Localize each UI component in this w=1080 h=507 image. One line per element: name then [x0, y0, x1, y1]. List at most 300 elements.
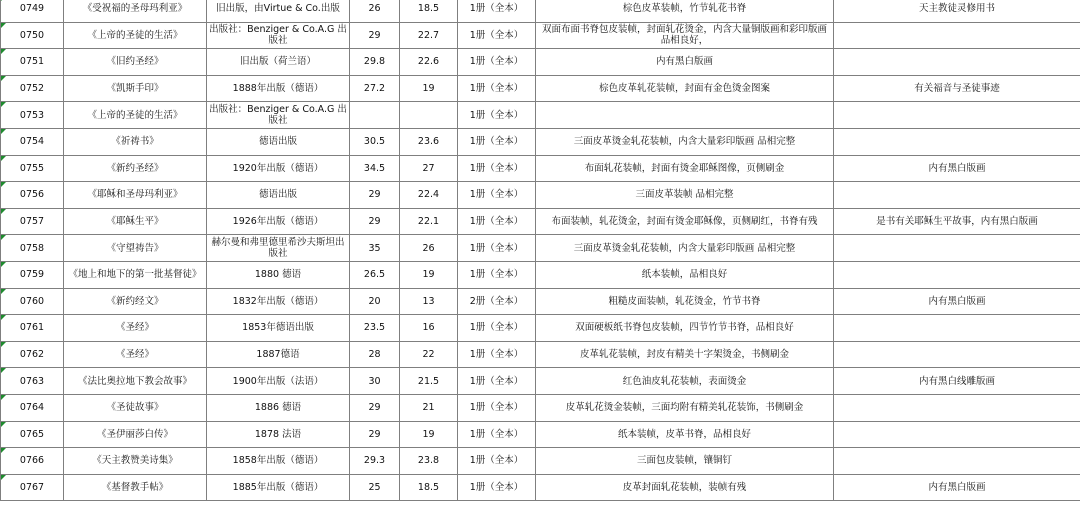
- width-cell-text: 22.7: [417, 29, 440, 41]
- volumes-cell[interactable]: [458, 368, 536, 395]
- volumes-cell[interactable]: [458, 182, 536, 209]
- publisher-cell[interactable]: [207, 421, 350, 448]
- height-cell-text: 27.2: [363, 83, 386, 95]
- volumes-cell[interactable]: [458, 394, 536, 421]
- publisher-cell-text: 旧出版（荷兰语）: [239, 56, 316, 68]
- cell-comment-marker-icon: [1, 448, 6, 453]
- volumes-cell-text: 1册（全本）: [469, 162, 524, 174]
- volumes-cell[interactable]: [458, 474, 536, 501]
- publisher-cell[interactable]: [207, 261, 350, 288]
- item-number-cell-text: 0756: [19, 189, 45, 201]
- volumes-cell-text: 1册（全本）: [469, 375, 524, 387]
- title-cell[interactable]: [64, 448, 207, 475]
- height-cell-text: 26: [368, 3, 381, 15]
- volumes-cell-text: 1册（全本）: [469, 189, 524, 201]
- publisher-cell-text: 1888年出版（德语）: [232, 83, 324, 95]
- notes-cell-text: 有关福音与圣徒事迹: [914, 83, 1000, 95]
- table-row: [1, 315, 1080, 342]
- item-number-cell-text: 0749: [19, 3, 45, 15]
- title-cell-text: 《凯斯手印》: [106, 83, 164, 95]
- cell-comment-marker-icon: [1, 182, 6, 187]
- title-cell[interactable]: [64, 261, 207, 288]
- item-number-cell-text: 0761: [19, 322, 45, 334]
- width-cell[interactable]: [400, 49, 458, 76]
- publisher-cell[interactable]: [207, 368, 350, 395]
- publisher-cell-text: 1900年出版（法语）: [232, 375, 324, 387]
- width-cell[interactable]: [400, 261, 458, 288]
- width-cell[interactable]: [400, 155, 458, 182]
- publisher-cell-text: 德语出版: [258, 136, 297, 148]
- volumes-cell-text: 1册（全本）: [469, 83, 524, 95]
- title-cell[interactable]: [64, 75, 207, 102]
- height-cell-text: 20: [368, 295, 381, 307]
- height-cell-text: 30.5: [363, 136, 386, 148]
- item-number-cell-text: 0762: [19, 349, 45, 361]
- title-cell[interactable]: [64, 182, 207, 209]
- binding-cell-text: 棕色皮革装帧，竹节轧花书脊: [622, 3, 747, 15]
- item-number-cell[interactable]: [1, 368, 64, 395]
- cell-comment-marker-icon: [1, 235, 6, 240]
- width-cell[interactable]: [400, 288, 458, 315]
- table-row: [1, 128, 1080, 155]
- publisher-cell-text: 1880 德语: [254, 269, 302, 281]
- title-cell-text: 《基督教手帖》: [101, 481, 169, 493]
- width-cell[interactable]: [400, 128, 458, 155]
- volumes-cell[interactable]: [458, 448, 536, 475]
- volumes-cell[interactable]: [458, 288, 536, 315]
- notes-cell-text: 内有黑白线雕版画: [918, 375, 995, 387]
- binding-cell-text: 棕色皮革轧花装帧，封面有金色烫金图案: [598, 83, 770, 95]
- volumes-cell-text: 2册（全本）: [469, 295, 524, 307]
- cell-comment-marker-icon: [1, 49, 6, 54]
- notes-cell[interactable]: [834, 208, 1080, 235]
- binding-cell[interactable]: [536, 0, 834, 22]
- width-cell-text: 26: [422, 242, 435, 254]
- height-cell-text: 26.5: [363, 269, 386, 281]
- width-cell-text: 19: [422, 269, 435, 281]
- title-cell-text: 《圣伊丽莎白传》: [96, 428, 173, 440]
- volumes-cell-text: 1册（全本）: [469, 269, 524, 281]
- item-number-cell-text: 0760: [19, 295, 45, 307]
- title-cell[interactable]: [64, 49, 207, 76]
- height-cell[interactable]: [350, 208, 400, 235]
- cell-comment-marker-icon: [1, 102, 6, 107]
- height-cell[interactable]: [350, 75, 400, 102]
- item-number-cell-text: 0752: [19, 83, 45, 95]
- item-number-cell[interactable]: [1, 315, 64, 342]
- publisher-cell-text: 出版社：Benziger & Co.A.G 出版社: [209, 104, 347, 127]
- title-cell[interactable]: [64, 394, 207, 421]
- volumes-cell[interactable]: [458, 22, 536, 49]
- item-number-cell[interactable]: [1, 261, 64, 288]
- cell-comment-marker-icon: [1, 156, 6, 161]
- publisher-cell[interactable]: [207, 288, 350, 315]
- binding-cell[interactable]: [536, 474, 834, 501]
- height-cell[interactable]: [350, 182, 400, 209]
- binding-cell[interactable]: [536, 288, 834, 315]
- title-cell-text: 《地上和地下的第一批基督徒》: [68, 269, 202, 281]
- title-cell-text: 《祈祷书》: [111, 136, 159, 148]
- width-cell[interactable]: [400, 368, 458, 395]
- volumes-cell-text: 1册（全本）: [469, 216, 524, 228]
- item-number-cell-text: 0757: [19, 216, 45, 228]
- volumes-cell[interactable]: [458, 341, 536, 368]
- width-cell-text: 23.8: [417, 455, 440, 467]
- cell-comment-marker-icon: [1, 76, 6, 81]
- item-number-cell-text: 0759: [19, 269, 45, 281]
- height-cell-text: 35: [368, 242, 381, 254]
- title-cell-text: 《守望祷告》: [106, 242, 164, 254]
- cell-comment-marker-icon: [1, 475, 6, 480]
- binding-cell[interactable]: [536, 394, 834, 421]
- item-number-cell-text: 0754: [19, 136, 45, 148]
- notes-cell[interactable]: [834, 235, 1080, 262]
- title-cell[interactable]: [64, 22, 207, 49]
- item-number-cell[interactable]: [1, 341, 64, 368]
- table-row: [1, 288, 1080, 315]
- volumes-cell-text: 1册（全本）: [469, 109, 524, 121]
- title-cell-text: 《新约经文》: [106, 295, 164, 307]
- publisher-cell[interactable]: [207, 49, 350, 76]
- height-cell-text: 29.8: [363, 56, 386, 68]
- notes-cell[interactable]: [834, 49, 1080, 76]
- width-cell[interactable]: [400, 421, 458, 448]
- publisher-cell[interactable]: [207, 75, 350, 102]
- cell-comment-marker-icon: [1, 342, 6, 347]
- width-cell[interactable]: [400, 182, 458, 209]
- item-number-cell[interactable]: [1, 128, 64, 155]
- notes-cell[interactable]: [834, 261, 1080, 288]
- item-number-cell-text: 0763: [19, 375, 45, 387]
- notes-cell[interactable]: [834, 394, 1080, 421]
- volumes-cell[interactable]: [458, 261, 536, 288]
- volumes-cell-text: 1册（全本）: [469, 428, 524, 440]
- table-row: [1, 421, 1080, 448]
- title-cell-text: 《耶稣生平》: [106, 216, 164, 228]
- volumes-cell[interactable]: [458, 421, 536, 448]
- publisher-cell[interactable]: [207, 102, 350, 129]
- binding-cell-text: 纸本装帧，皮革书脊，品相良好: [617, 428, 751, 440]
- height-cell[interactable]: [350, 474, 400, 501]
- binding-cell-text: 三面包皮装帧，镶铜钉: [636, 455, 732, 467]
- volumes-cell[interactable]: [458, 128, 536, 155]
- volumes-cell-text: 1册（全本）: [469, 481, 524, 493]
- item-number-cell-text: 0751: [19, 56, 45, 68]
- table-row: [1, 341, 1080, 368]
- width-cell[interactable]: [400, 102, 458, 129]
- publisher-cell[interactable]: [207, 182, 350, 209]
- binding-cell[interactable]: [536, 22, 834, 49]
- binding-cell[interactable]: [536, 208, 834, 235]
- item-number-cell[interactable]: [1, 49, 64, 76]
- item-number-cell[interactable]: [1, 208, 64, 235]
- binding-cell[interactable]: [536, 155, 834, 182]
- item-number-cell[interactable]: [1, 474, 64, 501]
- item-number-cell[interactable]: [1, 394, 64, 421]
- width-cell-text: 22.6: [417, 56, 440, 68]
- height-cell-text: 34.5: [363, 162, 386, 174]
- width-cell-text: 27: [422, 162, 435, 174]
- binding-cell[interactable]: [536, 75, 834, 102]
- height-cell[interactable]: [350, 421, 400, 448]
- item-number-cell-text: 0765: [19, 428, 45, 440]
- binding-cell[interactable]: [536, 315, 834, 342]
- width-cell[interactable]: [400, 75, 458, 102]
- height-cell[interactable]: [350, 315, 400, 342]
- title-cell[interactable]: [64, 155, 207, 182]
- height-cell[interactable]: [350, 448, 400, 475]
- height-cell-text: 28: [368, 349, 381, 361]
- title-cell[interactable]: [64, 368, 207, 395]
- binding-cell[interactable]: [536, 448, 834, 475]
- width-cell[interactable]: [400, 22, 458, 49]
- volumes-cell-text: 1册（全本）: [469, 455, 524, 467]
- volumes-cell-text: 1册（全本）: [469, 3, 524, 15]
- notes-cell-text: 是书有关耶稣生平故事，内有黑白版画: [876, 216, 1038, 228]
- title-cell-text: 《圣经》: [115, 322, 154, 334]
- notes-cell-text: 内有黑白版画: [928, 295, 986, 307]
- height-cell-text: 29: [368, 216, 381, 228]
- volumes-cell[interactable]: [458, 102, 536, 129]
- height-cell-text: 23.5: [363, 322, 386, 334]
- publisher-cell[interactable]: [207, 394, 350, 421]
- binding-cell[interactable]: [536, 261, 834, 288]
- binding-cell[interactable]: [536, 49, 834, 76]
- title-cell-text: 《法比奥拉地下教会故事》: [77, 375, 192, 387]
- publisher-cell[interactable]: [207, 128, 350, 155]
- width-cell[interactable]: [400, 235, 458, 262]
- publisher-cell-text: 德语出版: [258, 189, 297, 201]
- item-number-cell-text: 0750: [19, 29, 45, 41]
- width-cell[interactable]: [400, 315, 458, 342]
- table-row: [1, 49, 1080, 76]
- cell-comment-marker-icon: [1, 262, 6, 267]
- volumes-cell-text: 1册（全本）: [469, 136, 524, 148]
- table-row: [1, 102, 1080, 129]
- publisher-cell-text: 1878 法语: [254, 428, 302, 440]
- title-cell[interactable]: [64, 235, 207, 262]
- binding-cell[interactable]: [536, 368, 834, 395]
- table-row: [1, 394, 1080, 421]
- width-cell-text: 19: [422, 83, 435, 95]
- binding-cell-text: 双面硬板纸书脊包皮装帧，四节竹节书脊，品相良好: [575, 322, 794, 334]
- volumes-cell-text: 1册（全本）: [469, 322, 524, 334]
- item-number-cell[interactable]: [1, 155, 64, 182]
- width-cell[interactable]: [400, 394, 458, 421]
- binding-cell[interactable]: [536, 341, 834, 368]
- volumes-cell[interactable]: [458, 315, 536, 342]
- height-cell[interactable]: [350, 102, 400, 129]
- width-cell-text: 22.1: [417, 216, 440, 228]
- item-number-cell-text: 0755: [19, 162, 45, 174]
- publisher-cell[interactable]: [207, 0, 350, 22]
- binding-cell-text: 双面布面书脊包皮装帧，封面轧花烫金，内含大量铜版画和彩印版画 品相良好，: [541, 24, 827, 47]
- notes-cell[interactable]: [834, 155, 1080, 182]
- cell-comment-marker-icon: [1, 129, 6, 134]
- binding-cell-text: 三面皮革装帧 品相完整: [635, 189, 734, 201]
- notes-cell[interactable]: [834, 288, 1080, 315]
- notes-cell[interactable]: [834, 75, 1080, 102]
- height-cell[interactable]: [350, 261, 400, 288]
- notes-cell[interactable]: [834, 421, 1080, 448]
- item-number-cell[interactable]: [1, 102, 64, 129]
- cell-comment-marker-icon: [1, 23, 6, 28]
- cell-comment-marker-icon: [1, 395, 6, 400]
- publisher-cell[interactable]: [207, 474, 350, 501]
- item-number-cell[interactable]: [1, 0, 64, 22]
- height-cell-text: 29: [368, 189, 381, 201]
- volumes-cell-text: 1册（全本）: [469, 349, 524, 361]
- table-row: [1, 155, 1080, 182]
- height-cell[interactable]: [350, 394, 400, 421]
- catalog-rows: [1, 0, 1080, 501]
- binding-cell[interactable]: [536, 421, 834, 448]
- item-number-cell[interactable]: [1, 75, 64, 102]
- item-number-cell[interactable]: [1, 22, 64, 49]
- title-cell-text: 《天主教赞美诗集》: [92, 455, 178, 467]
- binding-cell[interactable]: [536, 235, 834, 262]
- height-cell[interactable]: [350, 288, 400, 315]
- cell-comment-marker-icon: [1, 289, 6, 294]
- table-row: [1, 22, 1080, 49]
- notes-cell-text: 内有黑白版画: [928, 481, 986, 493]
- height-cell[interactable]: [350, 235, 400, 262]
- title-cell-text: 《新约圣经》: [106, 162, 164, 174]
- publisher-cell-text: 1885年出版（德语）: [232, 481, 324, 493]
- publisher-cell[interactable]: [207, 155, 350, 182]
- width-cell-text: 19: [422, 428, 435, 440]
- height-cell[interactable]: [350, 22, 400, 49]
- publisher-cell-text: 1886 德语: [254, 402, 302, 414]
- notes-cell[interactable]: [834, 368, 1080, 395]
- height-cell-text: 29: [368, 402, 381, 414]
- volumes-cell[interactable]: [458, 155, 536, 182]
- table-row: [1, 235, 1080, 262]
- item-number-cell-text: 0758: [19, 242, 45, 254]
- binding-cell[interactable]: [536, 102, 834, 129]
- item-number-cell[interactable]: [1, 421, 64, 448]
- title-cell-text: 《耶稣和圣母玛利亚》: [87, 189, 183, 201]
- width-cell-text: 23.6: [417, 136, 440, 148]
- notes-cell[interactable]: [834, 182, 1080, 209]
- publisher-cell[interactable]: [207, 315, 350, 342]
- width-cell[interactable]: [400, 208, 458, 235]
- title-cell[interactable]: [64, 128, 207, 155]
- item-number-cell[interactable]: [1, 448, 64, 475]
- width-cell[interactable]: [400, 474, 458, 501]
- width-cell[interactable]: [400, 448, 458, 475]
- height-cell-text: 29: [368, 428, 381, 440]
- width-cell-text: 13: [422, 295, 435, 307]
- publisher-cell-text: 1858年出版（德语）: [232, 455, 324, 467]
- item-number-cell[interactable]: [1, 182, 64, 209]
- title-cell[interactable]: [64, 0, 207, 22]
- height-cell[interactable]: [350, 128, 400, 155]
- title-cell[interactable]: [64, 288, 207, 315]
- title-cell-text: 《上帝的圣徒的生活》: [87, 29, 183, 41]
- publisher-cell[interactable]: [207, 448, 350, 475]
- publisher-cell[interactable]: [207, 235, 350, 262]
- volumes-cell[interactable]: [458, 0, 536, 22]
- publisher-cell-text: 1887德语: [256, 349, 300, 361]
- title-cell-text: 《上帝的圣徒的生活》: [87, 109, 183, 121]
- notes-cell[interactable]: [834, 315, 1080, 342]
- notes-cell[interactable]: [834, 0, 1080, 22]
- title-cell[interactable]: [64, 421, 207, 448]
- binding-cell-text: 皮革轧花装帧，封皮有精美十字架烫金，书侧刷金: [579, 349, 789, 361]
- binding-cell-text: 三面皮革烫金轧花装帧，内含大量彩印版画 品相完整: [573, 136, 796, 148]
- title-cell[interactable]: [64, 208, 207, 235]
- table-row: [1, 448, 1080, 475]
- publisher-cell-text: 1926年出版（德语）: [232, 216, 324, 228]
- notes-cell[interactable]: [834, 102, 1080, 129]
- item-number-cell-text: 0767: [19, 481, 45, 493]
- binding-cell-text: 皮革封面轧花装帧，装帧有残: [622, 481, 747, 493]
- volumes-cell[interactable]: [458, 235, 536, 262]
- publisher-cell[interactable]: [207, 341, 350, 368]
- publisher-cell[interactable]: [207, 22, 350, 49]
- title-cell[interactable]: [64, 474, 207, 501]
- title-cell[interactable]: [64, 341, 207, 368]
- table-row: [1, 0, 1080, 22]
- title-cell[interactable]: [64, 102, 207, 129]
- binding-cell[interactable]: [536, 182, 834, 209]
- height-cell[interactable]: [350, 341, 400, 368]
- publisher-cell-text: 1832年出版（德语）: [232, 295, 324, 307]
- cell-comment-marker-icon: [1, 315, 6, 320]
- notes-cell[interactable]: [834, 22, 1080, 49]
- binding-cell[interactable]: [536, 128, 834, 155]
- volumes-cell[interactable]: [458, 208, 536, 235]
- table-row: [1, 182, 1080, 209]
- notes-cell[interactable]: [834, 448, 1080, 475]
- publisher-cell-text: 旧出版，由Virtue & Co.出版: [216, 3, 340, 15]
- title-cell-text: 《圣徒故事》: [106, 402, 164, 414]
- width-cell-text: 22: [422, 349, 435, 361]
- publisher-cell-text: 出版社：Benziger & Co.A.G 出版社: [209, 24, 347, 47]
- volumes-cell[interactable]: [458, 49, 536, 76]
- width-cell[interactable]: [400, 0, 458, 22]
- item-number-cell[interactable]: [1, 235, 64, 262]
- width-cell-text: 22.4: [417, 189, 440, 201]
- height-cell[interactable]: [350, 155, 400, 182]
- item-number-cell-text: 0764: [19, 402, 45, 414]
- height-cell[interactable]: [350, 49, 400, 76]
- binding-cell-text: 粗糙皮面装帧，轧花烫金，竹节书脊: [608, 295, 761, 307]
- notes-cell[interactable]: [834, 474, 1080, 501]
- publisher-cell[interactable]: [207, 208, 350, 235]
- binding-cell-text: 皮革轧花烫金装帧，三面均附有精美轧花装饰，书侧刷金: [565, 402, 804, 414]
- binding-cell-text: 布面轧花装帧，封面有烫金耶稣图像，页侧刷金: [584, 162, 785, 174]
- width-cell-text: 21: [422, 402, 435, 414]
- notes-cell[interactable]: [834, 128, 1080, 155]
- width-cell-text: 18.5: [417, 3, 440, 15]
- title-cell[interactable]: [64, 315, 207, 342]
- table-row: [1, 368, 1080, 395]
- height-cell-text: 29: [368, 29, 381, 41]
- item-number-cell[interactable]: [1, 288, 64, 315]
- volumes-cell[interactable]: [458, 75, 536, 102]
- notes-cell[interactable]: [834, 341, 1080, 368]
- notes-cell-text: 内有黑白版画: [928, 162, 986, 174]
- height-cell[interactable]: [350, 0, 400, 22]
- height-cell[interactable]: [350, 368, 400, 395]
- table-row: [1, 208, 1080, 235]
- table-row: [1, 261, 1080, 288]
- cell-comment-marker-icon: [1, 368, 6, 373]
- width-cell[interactable]: [400, 341, 458, 368]
- item-number-cell-text: 0766: [19, 455, 45, 467]
